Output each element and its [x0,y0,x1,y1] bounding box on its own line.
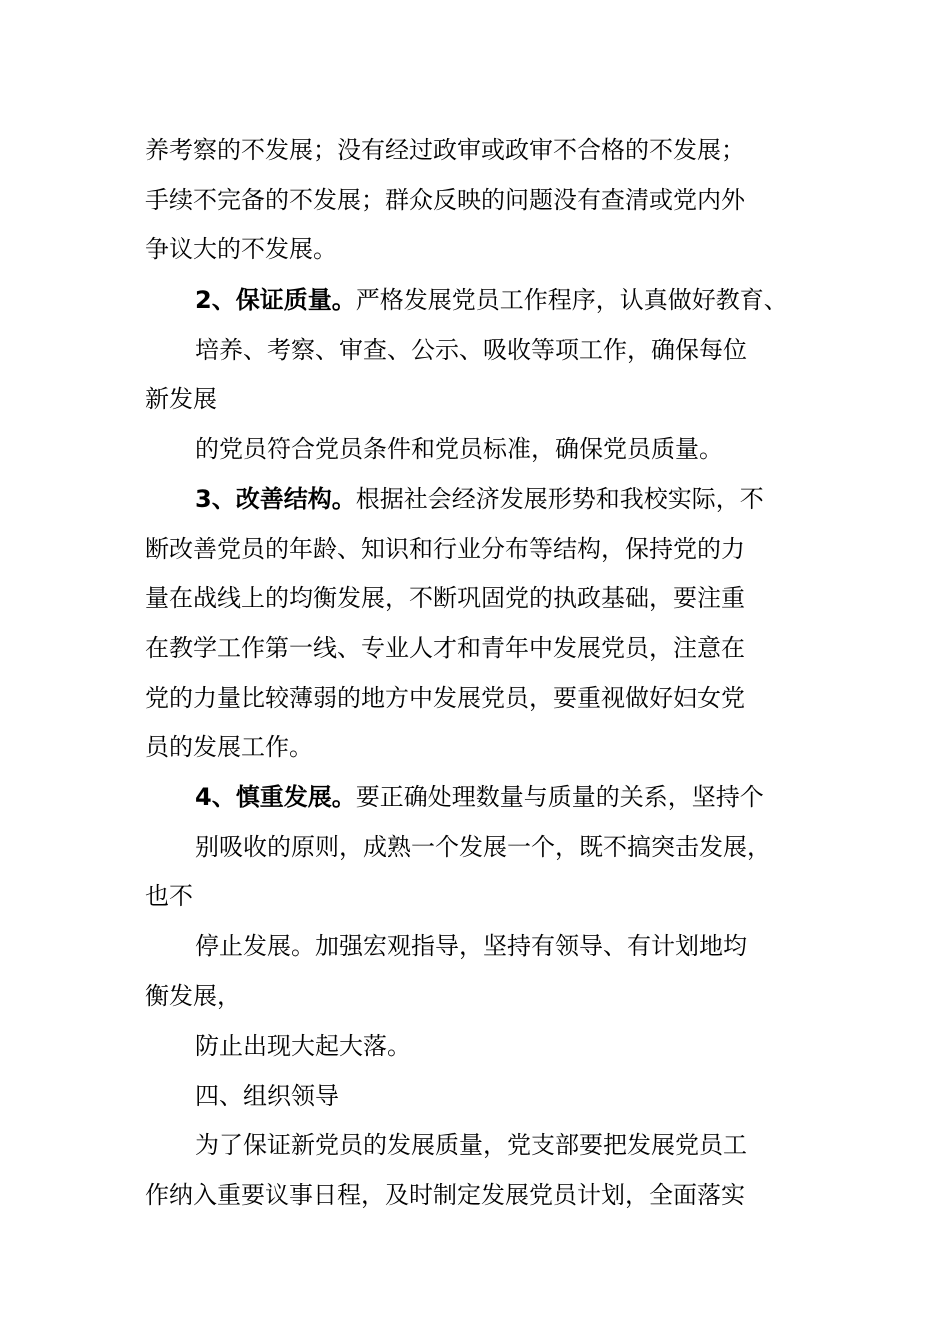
text-line: 防止出现大起大落。 [195,1032,411,1060]
text-line: 争议大的不发展。 [145,235,337,263]
heading-3: 3、改善结构。 [195,485,356,513]
paragraph-4-first-line [195,780,764,814]
text-line: 作纳入重要议事日程，及时制定发展党员计划，全面落实 [145,1181,745,1209]
text-line: 严格发展党员工作程序，认真做好教育、 [355,286,788,314]
text-line: 在教学工作第一线、专业人才和青年中发展党员，注意在 [145,634,745,662]
text-line: 养考察的不发展；没有经过政审或政审不合格的不发展； [145,136,745,164]
text-line: 员的发展工作。 [145,733,313,761]
text-line: 的党员符合党员条件和党员标准，确保党员质量。 [195,435,723,463]
text-line: 新发展 [145,385,217,413]
text-line: 停止发展。加强宏观指导，坚持有领导、有计划地均 [195,932,747,960]
paragraph-2-first-line [195,283,788,317]
text-line: 量在战线上的均衡发展，不断巩固党的执政基础，要注重 [145,584,745,612]
text-line: 要正确处理数量与质量的关系，坚持个 [355,783,764,811]
text-line: 为了保证新党员的发展质量，党支部要把发展党员工 [195,1131,747,1159]
text-line: 衡发展， [145,982,241,1010]
text-line: 党的力量比较薄弱的地方中发展党员，要重视做好妇女党 [145,684,745,712]
text-line: 根据社会经济发展形势和我校实际，不 [355,485,764,513]
section-heading: 四、组织领导 [195,1082,339,1110]
heading-4: 4、慎重发展。 [195,783,356,811]
text-line: 别吸收的原则，成熟一个发展一个，既不搞突击发展， [195,833,771,861]
text-line: 培养、考察、审查、公示、吸收等项工作，确保每位 [195,336,747,364]
text-line: 断改善党员的年龄、知识和行业分布等结构，保持党的力 [145,535,745,563]
paragraph-3-first-line [195,482,764,516]
text-line: 也不 [145,882,193,910]
heading-2: 2、保证质量。 [195,286,356,314]
text-line: 手续不完备的不发展；群众反映的问题没有查清或党内外 [145,186,745,214]
